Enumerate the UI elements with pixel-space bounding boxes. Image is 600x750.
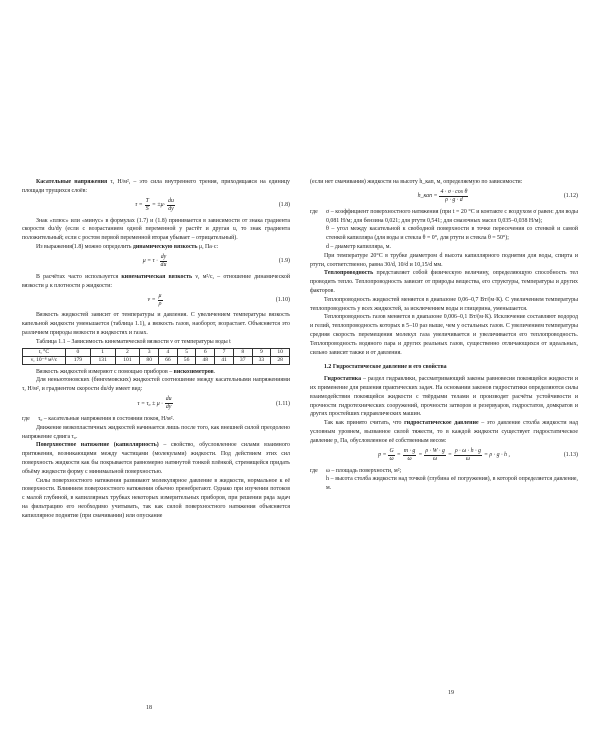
equation-1-12: h_кап = $\frac{\text{4 · σ · cos θ}}{\rho \cdot g \cdot d}$ (1.12)	[417, 189, 578, 204]
paragraph-sign: Знак «плюс» или «минус» в формулах (1.7) и (1.8) принимается в зависимости от знака градиента скорости du/dy (если с возрастанием одной переменной y растёт и другая u, то знак градиента положительный; если с ростом первой переменной вторая убывает – отрицательный).	[22, 217, 290, 242]
table-cell: 4	[159, 348, 178, 356]
paragraph-surface-tension: Поверхностное натяжение (капиллярность) – свойство, обусловленное силами взаимного притяжения, возникающими между частицами (молекулами) жидкости. Под действием этих сил поверхность жидкости как бы покрывается равномерно натянутой тонкой плёнкой, стремящейся придать объёму жидкости форму с минимальной поверхностью.	[22, 442, 290, 475]
equation-1-9: μ = τ · $\frac{dy}{du}$ (1.9)	[142, 254, 290, 269]
paragraph-hydrostatic-pressure: Так как принято считать, что гидростатическое давление – это давление столба жидкости над условным уровнем, вызванное силой тяжести, то в каждой жидкости существует гидростатическое давление p, Па, обусловленное её собственным весом:	[310, 420, 578, 444]
equation-number: (1.9)	[278, 258, 290, 265]
paragraph-shear-stress: Касательные напряжения τ, Н/м², – это сила внутреннего трения, приходящаяся на единицу площади трущихся слоёв:	[22, 179, 290, 194]
definition: где τ₀ – касательные напряжения в состоянии покоя, Н/м².	[22, 415, 174, 422]
paragraph-capillary-height: (если нет смачивания) жидкости на высоту h_кап, м, определяемую по зависимости:	[310, 179, 523, 185]
table-row-header: ν, 10⁻⁸ м²/с	[23, 356, 66, 364]
paragraph-non-newtonian: Для неньютоновских (бингемовских) жидкостей соотношение между касательными напряжениями τ, Н/м², и градиентом скорости du/dy имеет вид:	[22, 377, 290, 393]
equation-number: (1.11)	[275, 400, 290, 407]
equation-1-10: ν = $\frac{\mu}{\rho}$ (1.10)	[147, 292, 290, 307]
table-caption: Таблица 1.1 – Зависимость кинематической вязкости ν от температуры воды t	[36, 338, 231, 345]
table-row-header: t, °C	[23, 348, 66, 356]
left-page	[22, 178, 290, 521]
definition: d – диаметр капилляра, м.	[326, 243, 391, 250]
table-cell: 9	[252, 348, 271, 356]
equation-number: (1.12)	[563, 193, 578, 200]
table-cell: 5	[177, 348, 196, 356]
paragraph-hydrostatics: Гидростатика – раздел гидравлики, рассматривающий законы равновесия покоящейся жидкости и их применение для решения практических задач. На основании законов гидростатики определяются силы взаимодействия покоящейся жидкости с твёрдыми телами и производят расчёты устойчивости и прочности гидротехнических сооружений, прочности затворов и резервуаров, гидростатов, домкратов и других простейших гидравлических машин.	[310, 376, 578, 418]
table-cell: 10	[271, 348, 290, 356]
right-page	[310, 178, 578, 493]
paragraph-kinematic-viscosity: В расчётах часто используется кинематическая вязкость ν, м²/с, – отношение динамической вязкости μ к плотности ρ жидкости:	[22, 273, 290, 289]
page-number-left: 18	[146, 705, 152, 711]
paragraph-gas-conductivity: Теплопроводность газов меняется в диапазоне 0,006–0,1 Вт/(м·К). Исключение составляют водород и гелий, теплопроводность которых в 5–10 раз выше, чем у остальных газов. С увеличением температуры средняя скорость перемещения молекул газа увеличивается и увеличивается его теплопроводность. Теплопроводность водяного пара и других реальных газов, существенно отличающихся от идеальных, сильно зависит также и от давления.	[310, 314, 578, 356]
table-cell: 66	[159, 356, 178, 364]
paragraph-capillary-values: При температуре 20°С в трубке диаметром d высота капиллярного поднятия для воды, спирта и ртути, соответственно, равна 30/d, 10/d и 10,15/d мм.	[310, 252, 578, 268]
table-cell: 33	[252, 356, 271, 364]
definition: где ω – площадь поверхности, м²;	[310, 467, 402, 474]
equation-number: (1.8)	[278, 202, 290, 209]
paragraph-viscosity-temperature: Вязкость жидкостей зависит от температуры и давления. С увеличением температуры вязкость капельной жидкости уменьшается (таблица 1.1), а вязкость газов, наоборот, возрастает. Объясняется это различием природы вязкости в жидкостях и газах.	[22, 312, 290, 336]
table-cell: 37	[233, 356, 252, 364]
table-cell: 2	[115, 348, 140, 356]
equation-1-8: τ = $\frac{T}{S}$ = ±μ· $\frac{du}{dy}$ (1.8)	[135, 198, 290, 213]
table-cell: 101	[115, 356, 140, 364]
equation-number: (1.13)	[563, 452, 578, 459]
table-cell: 6	[196, 348, 215, 356]
paragraph-thermal-conductivity: Теплопроводность представляет собой физическую величину, определяющую способность тел проводить тепло. Теплопроводность зависит от природы вещества, его структуры, температуры и других факторов.	[310, 270, 578, 294]
table-row	[23, 348, 290, 356]
definition: h – высота столба жидкости над точкой (глубина её погружения), в которой определяется давление, м.	[326, 476, 578, 492]
table-cell: 179	[66, 356, 91, 364]
paragraph-liquid-conductivity: Теплопроводность жидкостей меняется в диапазоне 0,06–0,7 Вт/(м·К). С увеличением температуры теплопроводность у всех жидкостей, за исключением воды и глицерина, уменьшается.	[310, 296, 578, 312]
table-cell: 0	[66, 348, 91, 356]
table-cell: 3	[140, 348, 159, 356]
definition: где σ – коэффициент поверхностного натяжения (при t = 20 °С и контакте с воздухом σ равен: для воды 0,081 Н/м; для бензина 0,021; для ртути 0,541; для смазочных масел 0,035–0,038 Н/м);	[310, 208, 578, 224]
paragraph-dynamic-viscosity: Из выражения(1.8) можно определить динамическую вязкость μ, Па·с:	[36, 243, 219, 250]
term-shear-stress: Касательные напряжения	[36, 179, 108, 185]
equation-1-13: p = $\frac{G}{\omega}$ = $\frac{m \cdot g}{\omega}$ = $\frac{\rho \cdot W \cdot g}{\omega}$ = $\frac{\rho \cdot \omega \cdot h \cdot g}{\omega}$ = ρ · g · h , (1.13)	[378, 448, 578, 463]
paragraph-viscoplastic: Движение вязкопластичных жидкостей начинается лишь после того, как внешней силой преодолено напряжение сдвига τ₀.	[22, 424, 290, 440]
table-cell: 28	[271, 356, 290, 364]
table-row	[23, 356, 290, 364]
paragraph-viscometers: Вязкость жидкостей измеряют с помощью приборов – вискозиметров.	[36, 368, 216, 375]
table-cell: 1	[90, 348, 115, 356]
paragraph-surface-forces: Силы поверхностного натяжения развивают молекулярное давление в жидкости, нормальное к её поверхности. Влиянием поверхностного натяжения обычно пренебрегают. Однако при изучении потоков с малой глубиной, в капиллярных трубках некоторых измерительных приборов, при решении ряда задач на фильтрацию его необходимо учитывать, так как силой поверхностного натяжения объясняется капиллярное поднятие (при смачивании) или опускание	[22, 477, 290, 519]
equation-number: (1.10)	[275, 296, 290, 303]
table-cell: 131	[90, 356, 115, 364]
table-cell: 41	[215, 356, 234, 364]
definition: θ – угол между касательной к свободной поверхности в точке пересечения со стенкой и самой стенкой капилляра (для воды и стекла θ = 0°, для ртути и стекла θ = 50°);	[326, 226, 578, 242]
table-cell: 7	[215, 348, 234, 356]
page-number-right: 19	[448, 690, 454, 696]
table-cell: 56	[177, 356, 196, 364]
equation-1-11: τ = τ₀ ± μ · $\frac{du}{dy}$ (1.11)	[137, 396, 290, 411]
section-heading: 1.2 Гидростатическое давление и его свойства	[324, 364, 447, 371]
viscosity-table	[22, 348, 290, 365]
table-cell: 80	[140, 356, 159, 364]
table-cell: 48	[196, 356, 215, 364]
table-cell: 8	[233, 348, 252, 356]
